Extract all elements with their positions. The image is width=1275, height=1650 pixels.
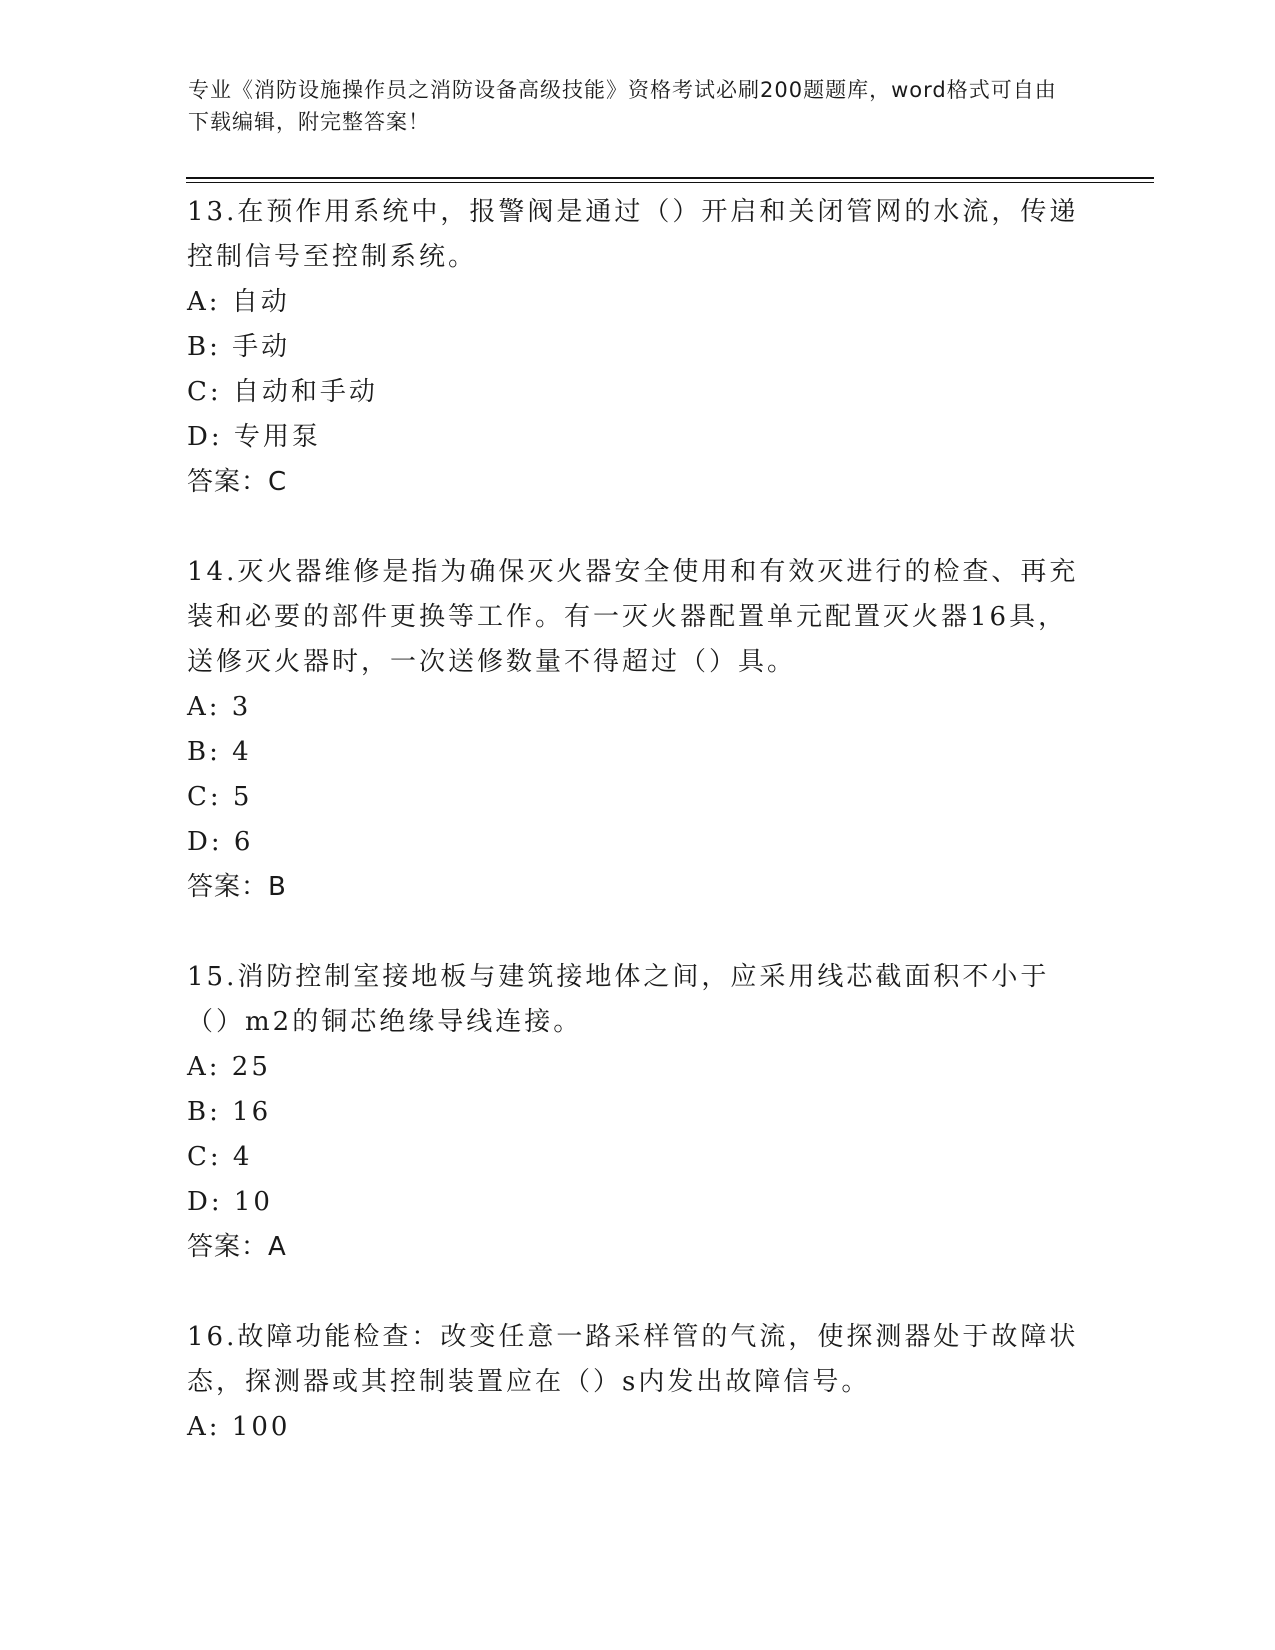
option-c: C: 4	[187, 1142, 253, 1172]
question-stem: 15.消防控制室接地板与建筑接地体之间，应采用线芯截面积不小于（）m2的铜芯绝缘导线连接。	[187, 962, 1050, 1037]
option-b: B: 4	[187, 737, 252, 767]
option-a: A: 25	[187, 1052, 271, 1082]
option-d: D: 10	[187, 1187, 273, 1217]
question-13	[187, 190, 1087, 505]
answer: 答案：C	[187, 467, 288, 497]
option-a: A: 3	[187, 692, 252, 722]
header-divider-thin	[186, 182, 1154, 183]
option-a: A: 100	[187, 1412, 291, 1442]
option-d: D: 专用泵	[187, 422, 321, 452]
answer: 答案：A	[187, 1232, 287, 1262]
option-c: C: 5	[187, 782, 253, 812]
option-d: D: 6	[187, 827, 254, 857]
option-a: A: 自动	[187, 287, 290, 317]
question-15	[187, 955, 1087, 1270]
option-b: B: 手动	[187, 332, 291, 362]
question-list	[187, 190, 1087, 1495]
question-stem: 13.在预作用系统中，报警阀是通过（）开启和关闭管网的水流，传递控制信号至控制系统。	[187, 197, 1079, 272]
question-stem: 14.灭火器维修是指为确保灭火器安全使用和有效灭进行的检查、再充装和必要的部件更换等工作。有一灭火器配置单元配置灭火器16具，送修灭火器时，一次送修数量不得超过（）具。	[187, 557, 1079, 677]
option-c: C: 自动和手动	[187, 377, 378, 407]
document-intro: 专业《消防设施操作员之消防设备高级技能》资格考试必刷200题题库，word格式可自由下载编辑，附完整答案！	[188, 78, 1057, 134]
question-16	[187, 1315, 1087, 1450]
answer: 答案：B	[187, 872, 287, 902]
question-14	[187, 550, 1087, 910]
option-b: B: 16	[187, 1097, 272, 1127]
question-stem: 16.故障功能检查：改变任意一路采样管的气流，使探测器处于故障状态，探测器或其控制装置应在（）s内发出故障信号。	[187, 1322, 1079, 1397]
header-divider-thick	[186, 177, 1154, 179]
